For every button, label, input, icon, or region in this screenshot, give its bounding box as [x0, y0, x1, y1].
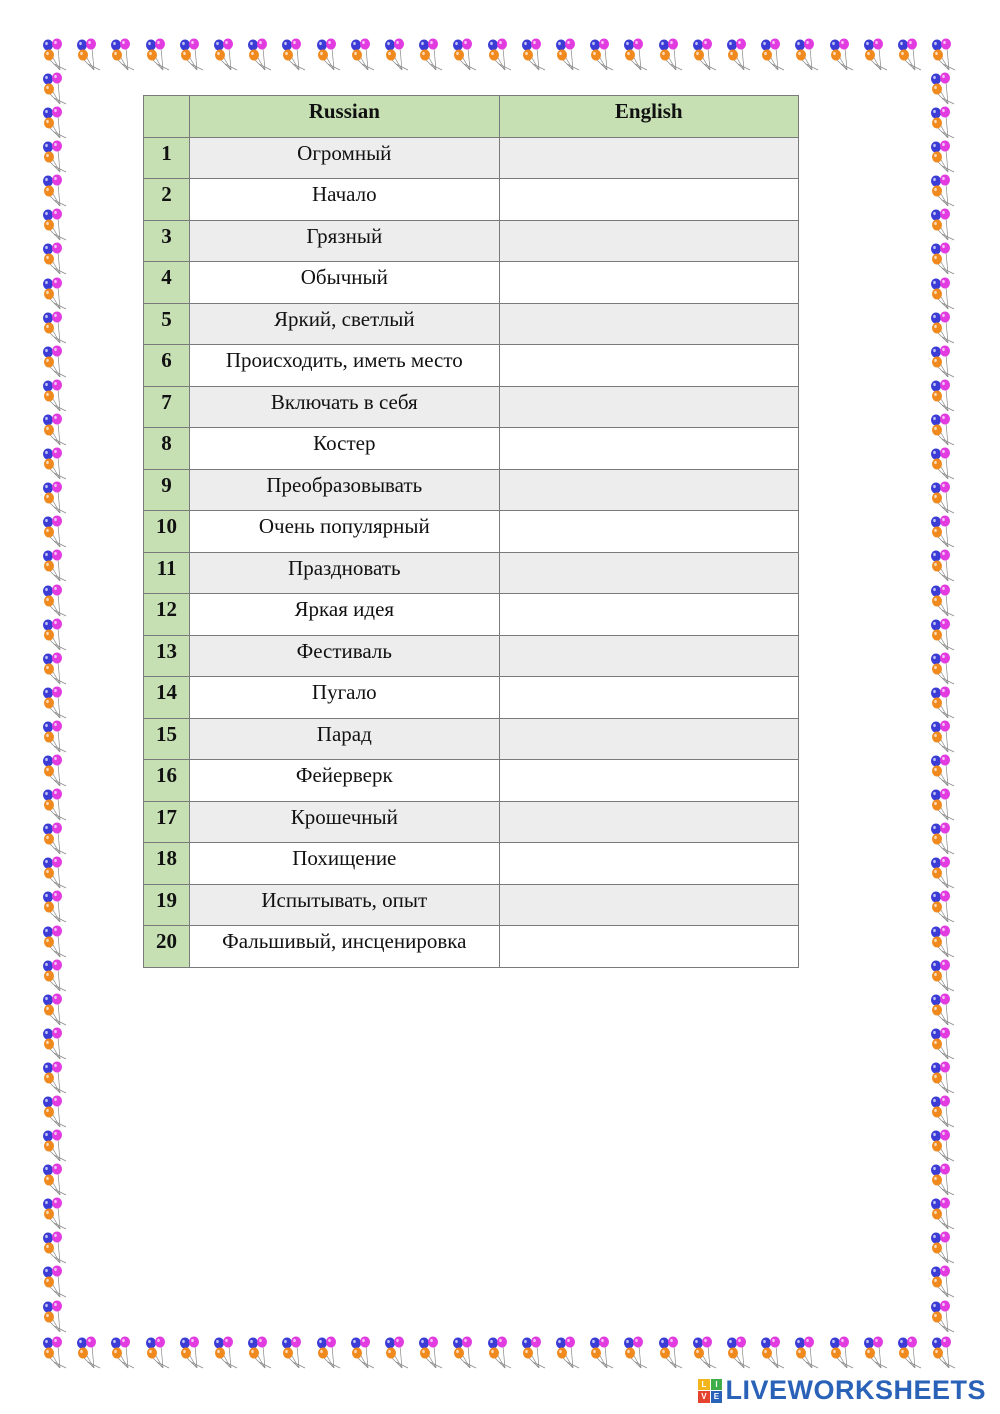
- russian-word: Обычный: [190, 262, 499, 304]
- row-number: 19: [144, 884, 190, 926]
- russian-word: Преобразовывать: [190, 469, 499, 511]
- balloon-icon: [928, 584, 960, 618]
- table-row: [144, 594, 799, 636]
- russian-word: Включать в себя: [190, 386, 499, 428]
- balloon-icon: [553, 1336, 585, 1370]
- balloon-icon: [143, 38, 175, 72]
- english-answer-field[interactable]: [499, 386, 798, 428]
- balloon-icon: [928, 652, 960, 686]
- balloon-icon: [792, 1336, 824, 1370]
- balloon-icon: [143, 1336, 175, 1370]
- english-answer-field[interactable]: [499, 635, 798, 677]
- english-answer-field[interactable]: [499, 428, 798, 470]
- balloon-icon: [40, 379, 72, 413]
- balloon-icon: [40, 925, 72, 959]
- english-answer-field[interactable]: [499, 303, 798, 345]
- row-number: 5: [144, 303, 190, 345]
- balloon-icon: [724, 38, 756, 72]
- balloon-icon: [928, 277, 960, 311]
- english-answer-field[interactable]: [499, 801, 798, 843]
- liveworksheets-logo-icon: L I V E: [698, 1379, 722, 1403]
- balloon-icon: [40, 515, 72, 549]
- table-row: [144, 428, 799, 470]
- balloon-icon: [928, 447, 960, 481]
- balloon-icon: [656, 1336, 688, 1370]
- balloon-icon: [40, 993, 72, 1027]
- balloon-icon: [40, 959, 72, 993]
- balloon-icon: [450, 38, 482, 72]
- english-answer-field[interactable]: [499, 884, 798, 926]
- balloon-icon: [348, 1336, 380, 1370]
- english-answer-field[interactable]: [499, 718, 798, 760]
- balloon-icon: [690, 38, 722, 72]
- table-row: [144, 843, 799, 885]
- english-answer-field[interactable]: [499, 179, 798, 221]
- russian-word: Очень популярный: [190, 511, 499, 553]
- balloon-icon: [928, 106, 960, 140]
- russian-word: Парад: [190, 718, 499, 760]
- balloon-icon: [928, 208, 960, 242]
- balloon-icon: [827, 1336, 859, 1370]
- balloon-icon: [40, 1027, 72, 1061]
- balloon-icon: [348, 38, 380, 72]
- row-number: 4: [144, 262, 190, 304]
- balloon-icon: [928, 549, 960, 583]
- english-answer-field[interactable]: [499, 220, 798, 262]
- russian-word: Фальшивый, инсценировка: [190, 926, 499, 968]
- russian-column-header: Russian: [190, 96, 499, 138]
- balloon-icon: [40, 1095, 72, 1129]
- balloon-icon: [928, 720, 960, 754]
- balloon-icon: [485, 1336, 517, 1370]
- balloon-icon: [928, 959, 960, 993]
- balloon-icon: [928, 890, 960, 924]
- balloon-icon: [40, 618, 72, 652]
- balloon-icon: [621, 1336, 653, 1370]
- balloon-icon: [40, 652, 72, 686]
- balloon-icon: [40, 413, 72, 447]
- balloon-icon: [928, 993, 960, 1027]
- balloon-icon: [895, 1336, 927, 1370]
- balloon-icon: [314, 1336, 346, 1370]
- balloon-icon: [928, 1163, 960, 1197]
- russian-word: Праздновать: [190, 552, 499, 594]
- russian-word: Похищение: [190, 843, 499, 885]
- english-column-header: English: [499, 96, 798, 138]
- row-number: 8: [144, 428, 190, 470]
- row-number: 17: [144, 801, 190, 843]
- balloon-icon: [40, 277, 72, 311]
- table-row: [144, 677, 799, 719]
- balloon-icon: [928, 413, 960, 447]
- balloon-icon: [928, 822, 960, 856]
- balloon-icon: [177, 38, 209, 72]
- balloon-icon: [382, 38, 414, 72]
- balloon-icon: [40, 1231, 72, 1265]
- balloon-icon: [928, 856, 960, 890]
- balloon-icon: [40, 1061, 72, 1095]
- balloon-icon: [928, 1197, 960, 1231]
- balloon-icon: [928, 379, 960, 413]
- english-answer-field[interactable]: [499, 760, 798, 802]
- row-number: 10: [144, 511, 190, 553]
- balloon-icon: [587, 1336, 619, 1370]
- balloon-icon: [40, 481, 72, 515]
- english-answer-field[interactable]: [499, 469, 798, 511]
- balloon-icon: [690, 1336, 722, 1370]
- balloon-icon: [108, 1336, 140, 1370]
- row-number: 12: [144, 594, 190, 636]
- balloon-icon: [519, 38, 551, 72]
- table-row: [144, 262, 799, 304]
- russian-word: Начало: [190, 179, 499, 221]
- russian-word: Огромный: [190, 137, 499, 179]
- balloon-icon: [928, 686, 960, 720]
- balloon-icon: [40, 242, 72, 276]
- english-answer-field[interactable]: [499, 594, 798, 636]
- balloon-icon: [928, 1265, 960, 1299]
- table-row: [144, 179, 799, 221]
- balloon-icon: [40, 1163, 72, 1197]
- number-column-header: [144, 96, 190, 138]
- balloon-icon: [40, 1197, 72, 1231]
- balloon-icon: [928, 345, 960, 379]
- row-number: 13: [144, 635, 190, 677]
- row-number: 7: [144, 386, 190, 428]
- table-row: [144, 718, 799, 760]
- row-number: 16: [144, 760, 190, 802]
- table-header-row: [144, 96, 799, 138]
- row-number: 9: [144, 469, 190, 511]
- balloon-icon: [928, 311, 960, 345]
- balloon-icon: [416, 1336, 448, 1370]
- balloon-icon: [928, 174, 960, 208]
- balloon-icon: [40, 1129, 72, 1163]
- balloon-icon: [40, 1265, 72, 1299]
- table-row: [144, 345, 799, 387]
- balloon-icon: [928, 1095, 960, 1129]
- balloon-icon: [895, 38, 927, 72]
- table-row: [144, 303, 799, 345]
- balloon-icon: [928, 242, 960, 276]
- balloon-icon: [416, 38, 448, 72]
- balloon-icon: [40, 447, 72, 481]
- russian-word: Испытывать, опыт: [190, 884, 499, 926]
- balloon-icon: [928, 618, 960, 652]
- table-row: [144, 469, 799, 511]
- english-answer-field[interactable]: [499, 552, 798, 594]
- balloon-icon: [758, 38, 790, 72]
- english-answer-field[interactable]: [499, 843, 798, 885]
- balloon-icon: [792, 38, 824, 72]
- table-row: [144, 926, 799, 968]
- balloon-icon: [861, 1336, 893, 1370]
- balloon-icon: [928, 925, 960, 959]
- row-number: 15: [144, 718, 190, 760]
- table-row: [144, 137, 799, 179]
- balloon-icon: [827, 38, 859, 72]
- russian-word: Яркий, светлый: [190, 303, 499, 345]
- balloon-icon: [40, 686, 72, 720]
- balloon-icon: [40, 106, 72, 140]
- balloon-icon: [621, 38, 653, 72]
- balloon-icon: [40, 140, 72, 174]
- balloon-icon: [928, 754, 960, 788]
- balloon-icon: [928, 140, 960, 174]
- balloon-icon: [314, 38, 346, 72]
- balloon-icon: [724, 1336, 756, 1370]
- balloon-icon: [553, 38, 585, 72]
- row-number: 14: [144, 677, 190, 719]
- balloon-icon: [929, 38, 961, 72]
- table-row: [144, 220, 799, 262]
- russian-word: Крошечный: [190, 801, 499, 843]
- english-answer-field[interactable]: [499, 511, 798, 553]
- balloon-icon: [928, 481, 960, 515]
- balloon-icon: [450, 1336, 482, 1370]
- table-row: [144, 760, 799, 802]
- russian-word: Фейерверк: [190, 760, 499, 802]
- table-row: [144, 801, 799, 843]
- balloon-icon: [74, 1336, 106, 1370]
- balloon-icon: [928, 1231, 960, 1265]
- balloon-icon: [928, 1061, 960, 1095]
- balloon-icon: [245, 38, 277, 72]
- row-number: 20: [144, 926, 190, 968]
- balloon-icon: [40, 720, 72, 754]
- english-answer-field[interactable]: [499, 926, 798, 968]
- row-number: 11: [144, 552, 190, 594]
- english-answer-field[interactable]: [499, 345, 798, 387]
- russian-word: Костер: [190, 428, 499, 470]
- balloon-icon: [758, 1336, 790, 1370]
- balloon-icon: [928, 72, 960, 106]
- russian-word: Яркая идея: [190, 594, 499, 636]
- balloon-icon: [928, 1300, 960, 1334]
- table-row: [144, 386, 799, 428]
- balloon-icon: [40, 856, 72, 890]
- table-row: [144, 884, 799, 926]
- balloon-icon: [40, 549, 72, 583]
- balloon-icon: [245, 1336, 277, 1370]
- balloon-icon: [40, 208, 72, 242]
- balloon-icon: [74, 38, 106, 72]
- balloon-icon: [279, 38, 311, 72]
- row-number: 3: [144, 220, 190, 262]
- balloon-icon: [40, 345, 72, 379]
- balloon-icon: [587, 38, 619, 72]
- russian-word: Грязный: [190, 220, 499, 262]
- balloon-icon: [928, 1129, 960, 1163]
- balloon-icon: [40, 890, 72, 924]
- balloon-icon: [40, 788, 72, 822]
- balloon-icon: [519, 1336, 551, 1370]
- balloon-icon: [928, 788, 960, 822]
- table-row: [144, 635, 799, 677]
- row-number: 18: [144, 843, 190, 885]
- balloon-icon: [40, 822, 72, 856]
- table-row: [144, 511, 799, 553]
- balloon-icon: [211, 38, 243, 72]
- row-number: 2: [144, 179, 190, 221]
- balloon-icon: [40, 72, 72, 106]
- balloon-icon: [40, 584, 72, 618]
- balloon-icon: [929, 1336, 961, 1370]
- english-answer-field[interactable]: [499, 677, 798, 719]
- english-answer-field[interactable]: [499, 262, 798, 304]
- vocabulary-table: [143, 95, 799, 968]
- russian-word: Происходить, иметь место: [190, 345, 499, 387]
- balloon-icon: [108, 38, 140, 72]
- balloon-icon: [40, 1336, 72, 1370]
- english-answer-field[interactable]: [499, 137, 798, 179]
- brand-name: LIVEWORKSHEETS: [725, 1375, 986, 1405]
- balloon-icon: [177, 1336, 209, 1370]
- balloon-icon: [928, 515, 960, 549]
- row-number: 6: [144, 345, 190, 387]
- table-row: [144, 552, 799, 594]
- balloon-icon: [40, 1300, 72, 1334]
- balloon-icon: [40, 174, 72, 208]
- balloon-icon: [485, 38, 517, 72]
- row-number: 1: [144, 137, 190, 179]
- balloon-icon: [382, 1336, 414, 1370]
- balloon-icon: [211, 1336, 243, 1370]
- russian-word: Пугало: [190, 677, 499, 719]
- balloon-icon: [928, 1027, 960, 1061]
- balloon-icon: [40, 38, 72, 72]
- balloon-icon: [40, 754, 72, 788]
- liveworksheets-logo: [698, 1375, 986, 1406]
- balloon-icon: [279, 1336, 311, 1370]
- balloon-icon: [40, 311, 72, 345]
- balloon-icon: [656, 38, 688, 72]
- balloon-icon: [861, 38, 893, 72]
- russian-word: Фестиваль: [190, 635, 499, 677]
